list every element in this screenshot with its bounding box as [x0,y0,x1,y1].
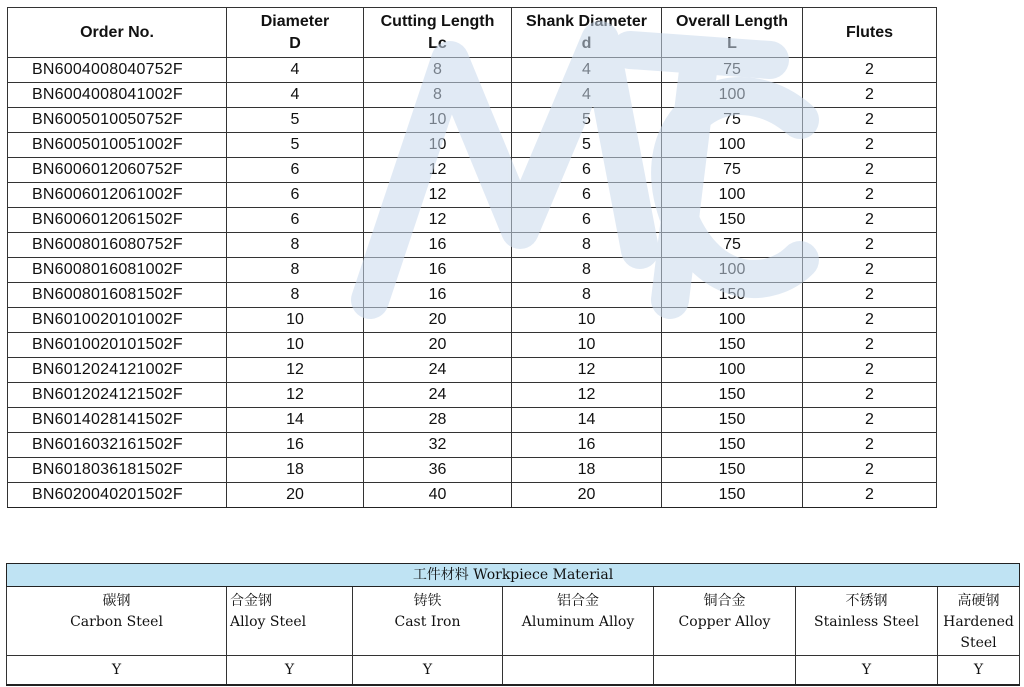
cell-overall-length: 100 [662,308,803,333]
cell-overall-length: 150 [662,208,803,233]
cell-order-no: BN6010020101002F [8,308,227,333]
cell-flutes: 2 [803,58,937,83]
col-header-diameter: Diameter D [227,8,364,58]
cell-overall-length: 75 [662,58,803,83]
cell-shank-diameter: 4 [512,58,662,83]
cell-cutting-length: 8 [364,83,512,108]
cell-order-no: BN6016032161502F [8,433,227,458]
table-row [8,458,937,483]
cell-shank-diameter: 12 [512,358,662,383]
cell-order-no: BN6012024121002F [8,358,227,383]
cell-shank-diameter: 5 [512,108,662,133]
material-name-cn: 高硬钢 [957,593,1000,609]
cell-shank-diameter: 16 [512,433,662,458]
cell-cutting-length: 24 [364,358,512,383]
material-name-cn: 铸铁 [413,593,442,609]
material-suitability-cell [654,656,796,686]
cell-flutes: 2 [803,258,937,283]
table-row [8,308,937,333]
cell-overall-length: 150 [662,383,803,408]
cell-order-no: BN6012024121502F [8,383,227,408]
material-name-cn: 碳钢 [102,593,131,609]
cell-shank-diameter: 12 [512,383,662,408]
cell-overall-length: 150 [662,483,803,508]
material-name-en: Cast Iron [394,614,461,630]
table-row [8,133,937,158]
cell-flutes: 2 [803,108,937,133]
col-header-cutting-length: Cutting Length Lc [364,8,512,58]
cell-cutting-length: 16 [364,283,512,308]
cell-cutting-length: 10 [364,133,512,158]
table-row [8,208,937,233]
cell-shank-diameter: 14 [512,408,662,433]
cell-flutes: 2 [803,333,937,358]
cell-shank-diameter: 6 [512,208,662,233]
cell-diameter: 4 [227,83,364,108]
material-name-cell [654,587,796,656]
material-name-en: Copper Alloy [678,614,771,630]
material-name-en: Aluminum Alloy [521,614,635,630]
cell-overall-length: 150 [662,433,803,458]
cell-cutting-length: 40 [364,483,512,508]
cell-order-no: BN6014028141502F [8,408,227,433]
cell-diameter: 6 [227,158,364,183]
cell-cutting-length: 24 [364,383,512,408]
material-suitability-cell [503,656,654,686]
cell-shank-diameter: 10 [512,308,662,333]
cell-order-no: BN6008016081502F [8,283,227,308]
material-name-cn: 铜合金 [703,593,746,609]
cell-order-no: BN6008016080752F [8,233,227,258]
col-header-overall-length: Overall Length L [662,8,803,58]
cell-diameter: 5 [227,133,364,158]
table-row [8,108,937,133]
cell-cutting-length: 36 [364,458,512,483]
cell-overall-length: 100 [662,133,803,158]
col-header-order-no: Order No. [8,8,227,58]
cell-overall-length: 150 [662,283,803,308]
material-name-cn: 铝合金 [557,593,599,609]
cell-diameter: 18 [227,458,364,483]
cell-flutes: 2 [803,283,937,308]
cell-flutes: 2 [803,83,937,108]
cell-shank-diameter: 5 [512,133,662,158]
cell-overall-length: 75 [662,158,803,183]
cell-cutting-length: 10 [364,108,512,133]
table-row [8,83,937,108]
cell-diameter: 8 [227,258,364,283]
cell-shank-diameter: 20 [512,483,662,508]
material-suitability-cell: Y [796,656,938,686]
table-row [8,233,937,258]
cell-shank-diameter: 10 [512,333,662,358]
cell-diameter: 6 [227,208,364,233]
cell-shank-diameter: 4 [512,83,662,108]
cell-cutting-length: 12 [364,158,512,183]
cell-order-no: BN6020040201502F [8,483,227,508]
cell-shank-diameter: 18 [512,458,662,483]
material-name-en: Alloy Steel [230,614,307,630]
cell-shank-diameter: 6 [512,183,662,208]
table-row [8,408,937,433]
cell-cutting-length: 32 [364,433,512,458]
cell-order-no: BN6006012061002F [8,183,227,208]
material-suitability-cell: Y [227,656,353,686]
cell-flutes: 2 [803,133,937,158]
material-name-cell [796,587,938,656]
cell-shank-diameter: 6 [512,158,662,183]
cell-flutes: 2 [803,158,937,183]
table-row [8,183,937,208]
material-suitability-cell: Y [7,656,227,686]
cell-diameter: 5 [227,108,364,133]
cell-order-no: BN6006012060752F [8,158,227,183]
cell-diameter: 16 [227,433,364,458]
cell-overall-length: 100 [662,258,803,283]
cell-cutting-length: 16 [364,233,512,258]
spec-header-row [8,8,937,58]
cell-diameter: 14 [227,408,364,433]
cell-order-no: BN6006012061502F [8,208,227,233]
cell-cutting-length: 16 [364,258,512,283]
cell-cutting-length: 12 [364,208,512,233]
cell-diameter: 6 [227,183,364,208]
cell-flutes: 2 [803,358,937,383]
material-name-en: Hardened Steel [943,614,1014,651]
cell-diameter: 4 [227,58,364,83]
cell-cutting-length: 8 [364,58,512,83]
cell-shank-diameter: 8 [512,233,662,258]
cell-overall-length: 75 [662,233,803,258]
table-row [8,333,937,358]
cell-overall-length: 100 [662,83,803,108]
spec-table [7,7,937,508]
cell-order-no: BN6005010050752F [8,108,227,133]
material-name-cell [353,587,503,656]
cell-flutes: 2 [803,208,937,233]
table-row [8,158,937,183]
table-row [8,283,937,308]
cell-diameter: 12 [227,383,364,408]
cell-overall-length: 75 [662,108,803,133]
cell-cutting-length: 20 [364,333,512,358]
cell-order-no: BN6005010051002F [8,133,227,158]
cell-cutting-length: 12 [364,183,512,208]
table-row [8,483,937,508]
cell-cutting-length: 28 [364,408,512,433]
material-name-cn: 不锈钢 [845,593,888,609]
cell-diameter: 10 [227,333,364,358]
cell-flutes: 2 [803,308,937,333]
cell-order-no: BN6004008041002F [8,83,227,108]
material-name-cell [938,587,1020,656]
cell-flutes: 2 [803,458,937,483]
material-table [6,563,1020,686]
cell-overall-length: 150 [662,458,803,483]
cell-order-no: BN6008016081002F [8,258,227,283]
table-row [8,258,937,283]
cell-overall-length: 100 [662,183,803,208]
cell-overall-length: 150 [662,333,803,358]
cell-diameter: 10 [227,308,364,333]
table-row [8,383,937,408]
cell-shank-diameter: 8 [512,283,662,308]
col-header-flutes: Flutes [803,8,937,58]
cell-flutes: 2 [803,233,937,258]
cell-shank-diameter: 8 [512,258,662,283]
cell-flutes: 2 [803,383,937,408]
cell-order-no: BN6010020101502F [8,333,227,358]
table-row [8,433,937,458]
material-name-cell [227,587,353,656]
material-name-en: Stainless Steel [814,614,919,630]
cell-order-no: BN6004008040752F [8,58,227,83]
material-name-cn: 合金钢 [230,593,272,609]
table-row [8,58,937,83]
cell-order-no: BN6018036181502F [8,458,227,483]
cell-diameter: 12 [227,358,364,383]
material-suitability-cell: Y [353,656,503,686]
cell-diameter: 8 [227,233,364,258]
cell-diameter: 8 [227,283,364,308]
cell-cutting-length: 20 [364,308,512,333]
cell-flutes: 2 [803,408,937,433]
material-name-cell [7,587,227,656]
cell-flutes: 2 [803,183,937,208]
material-suitability-cell: Y [938,656,1020,686]
cell-diameter: 20 [227,483,364,508]
cell-overall-length: 100 [662,358,803,383]
cell-overall-length: 150 [662,408,803,433]
material-table-title: 工件材料 Workpiece Material [7,564,1020,587]
material-name-en: Carbon Steel [70,614,163,630]
cell-flutes: 2 [803,483,937,508]
col-header-shank-diameter: Shank Diameter d [512,8,662,58]
cell-flutes: 2 [803,433,937,458]
material-name-cell [503,587,654,656]
table-row [8,358,937,383]
